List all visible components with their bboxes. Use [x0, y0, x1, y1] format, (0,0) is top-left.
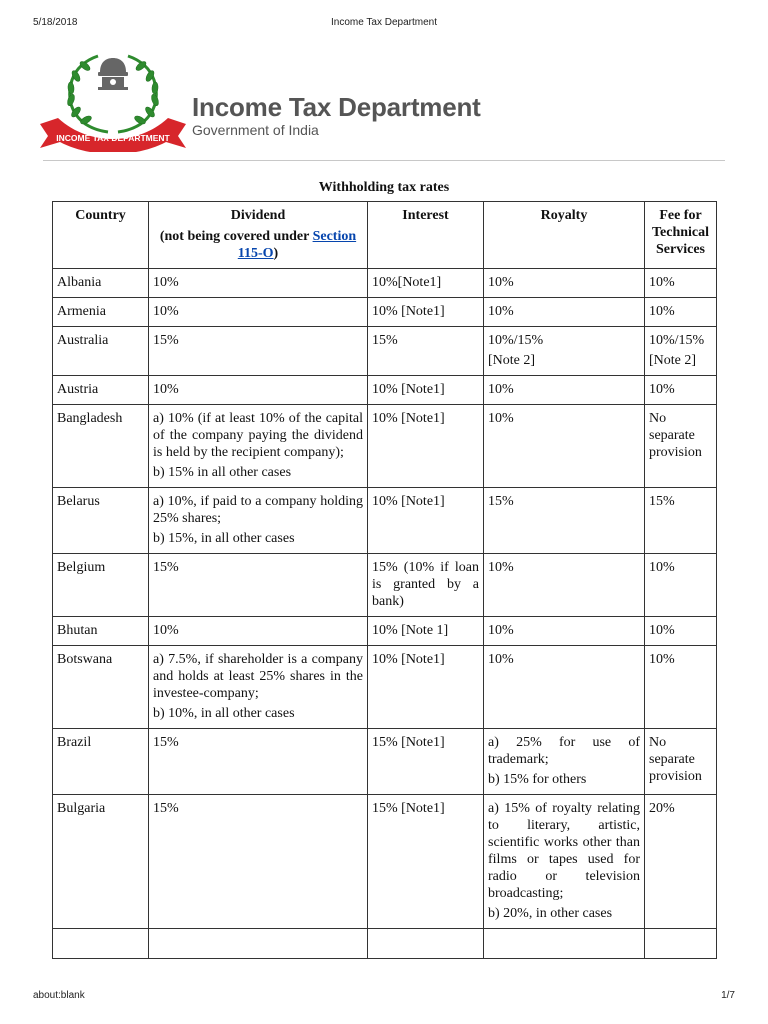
- cell-fee: [645, 646, 717, 729]
- cell-text: 10% [Note 1]: [372, 623, 449, 638]
- table-row: [53, 646, 717, 729]
- cell-text: 15%: [153, 801, 179, 816]
- cell-text: 10%: [488, 382, 514, 397]
- cell-text: 10%: [649, 560, 675, 575]
- cell-country: Bhutan: [53, 617, 149, 646]
- cell-text: b) 15% in all other cases: [153, 465, 292, 480]
- cell-royalty: [484, 646, 645, 729]
- cell-text: a) 15% of royalty relating to literary, artistic, scientific works other than films or tapes used for radio or television broadcasting;: [488, 801, 640, 901]
- table-row: [53, 795, 717, 929]
- cell-text: 10%: [649, 382, 675, 397]
- cell-royalty: [484, 405, 645, 488]
- cell-text: b) 10%, in all other cases: [153, 706, 295, 721]
- header-divider: [43, 160, 725, 161]
- cell-dividend: [149, 488, 368, 554]
- cell-text: 10% [Note1]: [372, 382, 445, 397]
- cell-text: [Note 2]: [488, 353, 536, 368]
- cell-dividend: [149, 327, 368, 376]
- table-body: [53, 269, 717, 959]
- table-row: [53, 376, 717, 405]
- cell-interest: [368, 929, 484, 959]
- cell-text: b) 15% for others: [488, 772, 587, 787]
- col-header-dividend: [149, 202, 368, 269]
- cell-text: 10%: [488, 652, 514, 667]
- cell-text: 10%: [153, 623, 179, 638]
- cell-text: 10%: [649, 652, 675, 667]
- table-header-row: [53, 202, 717, 269]
- cell-dividend: [149, 554, 368, 617]
- cell-dividend: [149, 405, 368, 488]
- cell-interest: [368, 795, 484, 929]
- table-row: [53, 269, 717, 298]
- cell-text: 10%/15%: [488, 333, 544, 348]
- cell-country: Austria: [53, 376, 149, 405]
- cell-dividend: [149, 376, 368, 405]
- cell-text: 10%[Note1]: [372, 275, 442, 290]
- section-115o-link[interactable]: Section 115-O: [237, 229, 357, 261]
- cell-fee: [645, 405, 717, 488]
- cell-interest: [368, 269, 484, 298]
- table-row: [53, 298, 717, 327]
- cell-fee: [645, 269, 717, 298]
- cell-royalty: [484, 617, 645, 646]
- cell-interest: [368, 298, 484, 327]
- cell-text: 15% (10% if loan is granted by a bank): [372, 560, 479, 609]
- cell-text: 10%: [488, 411, 514, 426]
- cell-text: 15%: [372, 333, 398, 348]
- ribbon-text: INCOME TAX DEPARTMENT: [56, 133, 170, 143]
- cell-text: 10%: [488, 560, 514, 575]
- cell-country: [53, 929, 149, 959]
- dividend-header-note: [153, 228, 363, 262]
- cell-royalty: [484, 929, 645, 959]
- cell-text: No separate provision: [649, 735, 702, 784]
- cell-dividend: [149, 646, 368, 729]
- print-title: Income Tax Department: [331, 17, 437, 28]
- cell-country: Belgium: [53, 554, 149, 617]
- print-url: about:blank: [33, 990, 85, 1001]
- table-row: [53, 327, 717, 376]
- dividend-note-post: ): [273, 246, 279, 261]
- cell-country: Brazil: [53, 729, 149, 795]
- print-date: 5/18/2018: [33, 17, 78, 28]
- table-row: [53, 405, 717, 488]
- cell-interest: [368, 405, 484, 488]
- cell-interest: [368, 554, 484, 617]
- cell-country: Belarus: [53, 488, 149, 554]
- table-row: [53, 929, 717, 959]
- cell-text: 20%: [649, 801, 675, 816]
- cell-text: 15% [Note1]: [372, 801, 445, 816]
- col-header-interest: Interest: [368, 202, 484, 269]
- cell-text: [Note 2]: [649, 353, 697, 368]
- cell-royalty: [484, 795, 645, 929]
- cell-text: 10% [Note1]: [372, 304, 445, 319]
- print-header: [0, 17, 768, 31]
- cell-text: 10%/15%: [649, 333, 705, 348]
- cell-text: 10%: [153, 304, 179, 319]
- dividend-note-pre: (not being covered under: [159, 229, 313, 244]
- cell-dividend: [149, 929, 368, 959]
- cell-interest: [368, 646, 484, 729]
- cell-country: Bulgaria: [53, 795, 149, 929]
- brand-subtitle: Government of India: [192, 122, 319, 138]
- cell-text: a) 10% (if at least 10% of the capital of the company paying the dividend is held by the recipient company);: [153, 411, 363, 460]
- cell-text: 10%: [488, 304, 514, 319]
- cell-interest: [368, 327, 484, 376]
- cell-royalty: [484, 298, 645, 327]
- cell-fee: [645, 298, 717, 327]
- cell-text: 10%: [488, 623, 514, 638]
- print-page-number: 1/7: [721, 990, 735, 1001]
- cell-text: 10%: [153, 382, 179, 397]
- cell-text: 15%: [153, 735, 179, 750]
- cell-fee: [645, 929, 717, 959]
- table-row: [53, 488, 717, 554]
- withholding-tax-table: [52, 201, 717, 959]
- cell-text: a) 25% for use of trademark;: [488, 735, 640, 767]
- cell-royalty: [484, 376, 645, 405]
- cell-country: Australia: [53, 327, 149, 376]
- cell-text: a) 7.5%, if shareholder is a company and holds at least 25% shares in the investee-company;: [153, 652, 363, 701]
- cell-fee: [645, 376, 717, 405]
- cell-fee: [645, 554, 717, 617]
- cell-dividend: [149, 298, 368, 327]
- cell-royalty: [484, 554, 645, 617]
- cell-text: 15%: [649, 494, 675, 509]
- cell-text: 10%: [153, 275, 179, 290]
- dividend-header-label: Dividend: [230, 208, 286, 223]
- income-tax-emblem-logo: [38, 50, 188, 152]
- cell-text: 10%: [649, 275, 675, 290]
- cell-royalty: [484, 729, 645, 795]
- cell-country: Botswana: [53, 646, 149, 729]
- cell-text: 15% [Note1]: [372, 735, 445, 750]
- cell-text: 15%: [153, 333, 179, 348]
- cell-dividend: [149, 729, 368, 795]
- cell-fee: [645, 488, 717, 554]
- cell-fee: [645, 795, 717, 929]
- cell-text: b) 20%, in other cases: [488, 906, 613, 921]
- cell-text: 10%: [649, 623, 675, 638]
- cell-dividend: [149, 617, 368, 646]
- cell-interest: [368, 376, 484, 405]
- cell-royalty: [484, 269, 645, 298]
- cell-text: 10% [Note1]: [372, 494, 445, 509]
- cell-text: No separate provision: [649, 411, 702, 460]
- cell-country: Bangladesh: [53, 405, 149, 488]
- col-header-fee: Fee for Technical Services: [645, 202, 717, 269]
- cell-text: 10% [Note1]: [372, 411, 445, 426]
- table-caption: Withholding tax rates: [318, 180, 450, 195]
- cell-country: Armenia: [53, 298, 149, 327]
- cell-dividend: [149, 269, 368, 298]
- cell-fee: [645, 729, 717, 795]
- cell-text: b) 15%, in all other cases: [153, 531, 295, 546]
- col-header-royalty: Royalty: [484, 202, 645, 269]
- print-footer: [0, 990, 768, 1004]
- cell-text: 10%: [488, 275, 514, 290]
- cell-text: 10%: [649, 304, 675, 319]
- cell-royalty: [484, 327, 645, 376]
- cell-interest: [368, 729, 484, 795]
- cell-fee: [645, 327, 717, 376]
- cell-interest: [368, 488, 484, 554]
- cell-dividend: [149, 795, 368, 929]
- cell-fee: [645, 617, 717, 646]
- cell-royalty: [484, 488, 645, 554]
- table-row: [53, 554, 717, 617]
- col-header-country: Country: [53, 202, 149, 269]
- cell-text: 10% [Note1]: [372, 652, 445, 667]
- cell-country: Albania: [53, 269, 149, 298]
- table-row: [53, 729, 717, 795]
- cell-text: a) 10%, if paid to a company holding 25% shares;: [153, 494, 363, 526]
- table-row: [53, 617, 717, 646]
- cell-interest: [368, 617, 484, 646]
- cell-text: 15%: [153, 560, 179, 575]
- cell-text: 15%: [488, 494, 514, 509]
- brand-title: Income Tax Department: [192, 92, 481, 122]
